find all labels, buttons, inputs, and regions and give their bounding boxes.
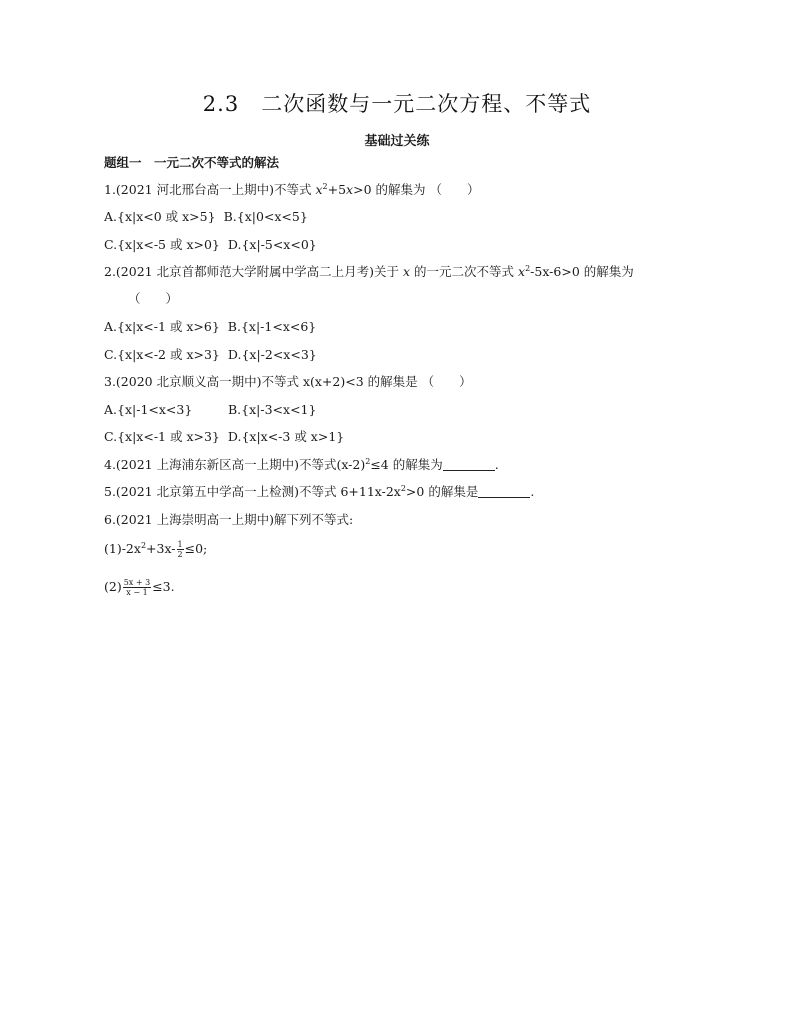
q6-part-2 [104, 578, 175, 597]
q6-p2-numerator: 5x + 3 [123, 578, 151, 587]
page-subtitle: 基础过关练 [364, 134, 430, 149]
q1-options-row2 [104, 236, 317, 254]
q1-prefix: 1.(2021 河北邢台高一上期中)不等式 [104, 182, 312, 197]
q6-p2-c: ≤3. [152, 579, 175, 594]
q2-option-d: D.{x|-2<x<3} [227, 347, 317, 362]
q6-p1-a: (1)-2x [104, 541, 141, 556]
q5-suffix: >0 的解集是 [405, 484, 479, 499]
section-heading: 题组一 一元二次不等式的解法 [104, 155, 280, 170]
q6-p2-denominator: x − 1 [126, 588, 148, 597]
question-2 [104, 263, 634, 281]
q1-expr-mid: +5 [327, 182, 347, 197]
q4-suffix: ≤4 的解集为 [370, 457, 443, 472]
q2-var: x [402, 264, 411, 279]
question-4 [104, 456, 499, 474]
q1-option-b: B.{x|0<x<5} [223, 209, 308, 224]
question-3 [104, 373, 472, 391]
q6-p2-a: (2) [104, 579, 122, 594]
q6-p1-b: +3x- [146, 541, 176, 556]
question-6: 6.(2021 上海崇明高一上期中)解下列不等式: [104, 512, 354, 527]
q3-options-row2 [104, 428, 344, 446]
q1-expr-var2: x [346, 182, 354, 197]
q6-p1-fraction [177, 540, 184, 559]
q2-options-row1 [104, 318, 316, 336]
q2-options-row2 [104, 346, 317, 364]
q1-option-a: A.{x|x<0 或 x>5} [104, 209, 216, 224]
q1-option-d: D.{x|-5<x<0} [227, 237, 317, 252]
q6-p1-c: ≤0; [184, 541, 208, 556]
q5-prefix: 5.(2021 北京第五中学高一上检测)不等式 6+11x-2x [104, 484, 401, 499]
question-5 [104, 483, 534, 501]
q2-option-c: C.{x|x<-2 或 x>3} [104, 347, 220, 362]
q1-options-row1 [104, 208, 308, 226]
q4-sup: 2 [365, 457, 371, 466]
q3-option-d: D.{x|x<-3 或 x>1} [227, 429, 345, 444]
q1-expr-var: x [315, 182, 323, 197]
q1-option-c: C.{x|x<-5 或 x>0} [104, 237, 220, 252]
q3-option-c: C.{x|x<-1 或 x>3} [104, 429, 220, 444]
q6-p1-denominator: 2 [177, 550, 183, 559]
q2-expr: -5x-6>0 的解集为 [530, 264, 634, 279]
question-1 [104, 181, 479, 199]
q5-end: . [530, 484, 535, 499]
q3-options-row1 [104, 401, 316, 419]
q3-expr: x(x+2)<3 的解集是 （ ） [302, 374, 472, 389]
q3-option-b: B.{x|-3<x<1} [228, 402, 317, 417]
q2-prefix: 2.(2021 北京首都师范大学附属中学高二上月考)关于 [104, 264, 399, 279]
q5-answer-blank[interactable] [478, 485, 530, 498]
q4-end: . [494, 457, 499, 472]
q4-prefix: 4.(2021 上海浦东新区高一上期中)不等式(x-2) [104, 457, 366, 472]
q2-option-b: B.{x|-1<x<6} [227, 319, 317, 334]
q6-part-1 [104, 540, 207, 559]
q2-expr-var: x [518, 264, 526, 279]
q6-p1-numerator: 1 [177, 540, 183, 549]
q6-p2-fraction [123, 578, 151, 597]
q4-answer-blank[interactable] [443, 458, 495, 471]
page-title: 2.3 二次函数与一元二次方程、不等式 [202, 92, 592, 116]
q2-option-a: A.{x|x<-1 或 x>6} [104, 319, 220, 334]
q5-sup: 2 [400, 484, 406, 493]
q1-sup: 2 [322, 182, 328, 191]
q3-prefix: 3.(2020 北京顺义高一期中)不等式 [104, 374, 299, 389]
q6-p1-sup: 2 [140, 541, 147, 550]
q1-expr-end: >0 的解集为 （ ） [353, 182, 480, 197]
q2-sup: 2 [525, 264, 531, 273]
q2-paren: （ ） [128, 291, 179, 306]
q2-mid: 的一元二次不等式 [414, 264, 515, 279]
q3-option-a: A.{x|-1<x<3} [104, 402, 193, 417]
